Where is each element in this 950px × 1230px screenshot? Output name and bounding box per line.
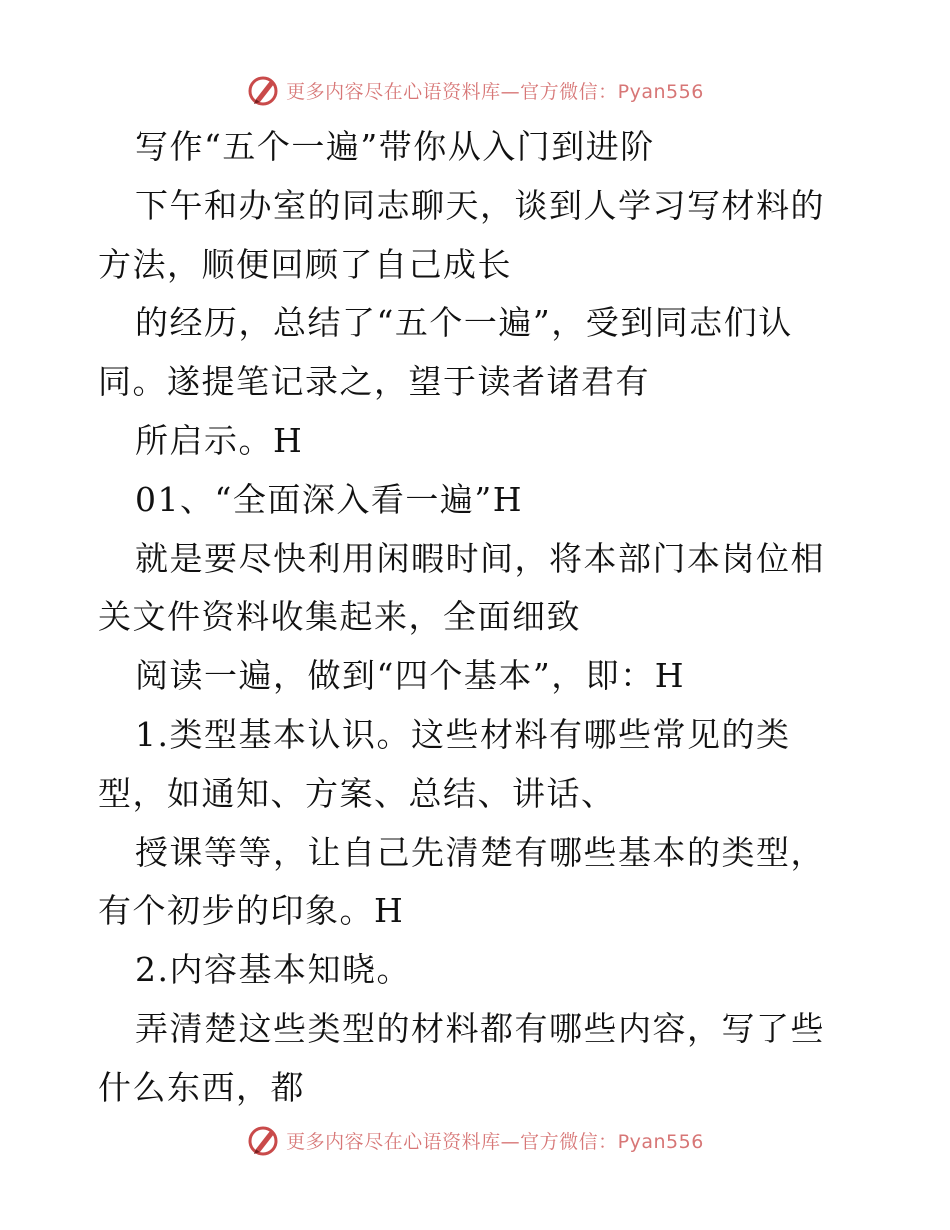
watermark-text: 更多内容尽在心语资料库—官方微信：Pyan556: [286, 1130, 704, 1153]
paragraph: 阅读一遍，做到“四个基本”，即：H: [135, 656, 686, 696]
pen-logo-icon: [246, 73, 280, 107]
header-watermark: [0, 70, 950, 110]
paragraph: 就是要尽快利用闲暇时间，将本部门本岗位相关文件资料收集起来，全面细致: [98, 538, 825, 637]
list-item: 1.类型基本认识。这些材料有哪些常见的类型，如通知、方案、总结、讲话、: [98, 714, 791, 813]
paragraph: 授课等等，让自己先清楚有哪些基本的类型，有个初步的印象。H: [98, 832, 825, 931]
list-item: 2.内容基本知晓。: [135, 950, 411, 990]
paragraph: 下午和办室的同志聊天，谈到人学习写材料的方法，顺便回顾了自己成长: [98, 185, 825, 284]
pen-logo-icon: [246, 1123, 280, 1157]
watermark-text: 更多内容尽在心语资料库—官方微信：Pyan556: [286, 80, 704, 103]
footer-watermark: [0, 1120, 950, 1160]
paragraph: 所启示。H: [135, 420, 304, 460]
document-body: [98, 118, 858, 1118]
section-heading: 01、“全面深入看一遍”H: [135, 479, 524, 519]
paragraph-title: 写作“五个一遍”带你从入门到进阶: [135, 127, 655, 166]
paragraph: 弄清楚这些类型的材料都有哪些内容，写了些什么东西，都: [98, 1008, 825, 1107]
paragraph: 的经历，总结了“五个一遍”，受到同志们认同。遂提笔记录之，望于读者诸君有: [98, 303, 793, 402]
